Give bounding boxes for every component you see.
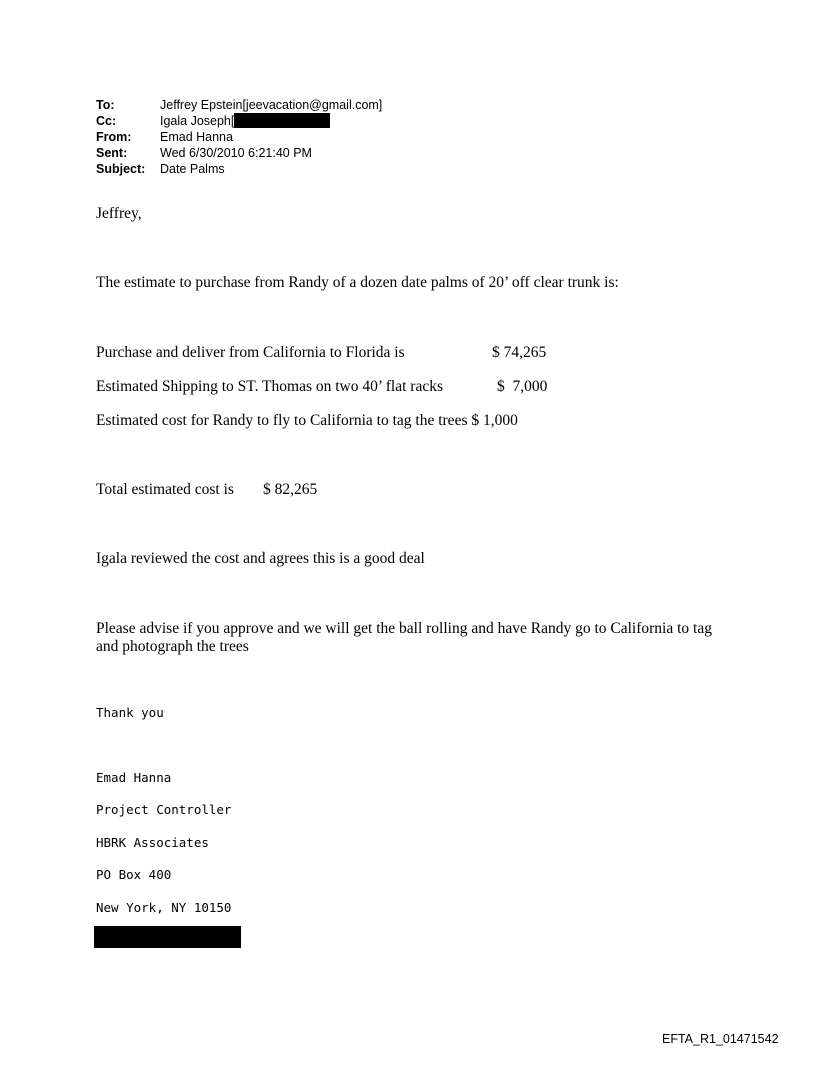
to-row [96,97,382,113]
to-label: To: [96,98,115,112]
sent-label: Sent: [96,146,128,160]
signature-name: Emad Hanna [96,770,172,785]
sent-value: Wed 6/30/2010 6:21:40 PM [160,146,312,160]
signature-address-1: PO Box 400 [96,867,172,882]
sent-row [96,145,382,161]
request-paragraph: Please advise if you approve and we will get the ball rolling and have Randy go to California to tag and photograph the trees [96,620,712,655]
line-item-1-amount: $ 74,265 [492,344,547,361]
cc-value: Igala Joseph[ [160,114,235,128]
total-amount: $ 82,265 [263,481,318,498]
signature-redaction-box [94,926,241,948]
line-item-2-amount: $ 7,000 [497,378,548,395]
subject-value: Date Palms [160,162,225,176]
greeting: Jeffrey, [96,205,142,222]
to-value: Jeffrey Epstein[jeevacation@gmail.com] [160,98,383,112]
redaction-box [234,113,330,128]
intro-paragraph: The estimate to purchase from Randy of a dozen date palms of 20’ off clear trunk is: [96,274,619,291]
signature-company: HBRK Associates [96,835,209,850]
document-id: EFTA_R1_01471542 [662,1032,779,1046]
from-row [96,129,382,145]
signature-title: Project Controller [96,802,232,817]
from-label: From: [96,130,132,144]
from-value: Emad Hanna [160,130,233,144]
line-item-3-text: Estimated cost for Randy to fly to California to tag the trees $ 1,000 [96,412,518,429]
signature-address-2: New York, NY 10150 [96,900,232,915]
closing-line: Thank you [96,705,164,720]
subject-label: Subject: [96,162,146,176]
subject-row [96,161,382,177]
cc-value-wrap [160,113,330,129]
total-text: Total estimated cost is [96,481,234,498]
line-item-1-text: Purchase and deliver from California to Florida is [96,344,405,361]
cc-row [96,113,382,129]
cc-label: Cc: [96,114,117,128]
email-header [96,97,382,177]
line-item-2-text: Estimated Shipping to ST. Thomas on two 40’ flat racks [96,378,443,395]
review-paragraph: Igala reviewed the cost and agrees this is a good deal [96,550,425,567]
